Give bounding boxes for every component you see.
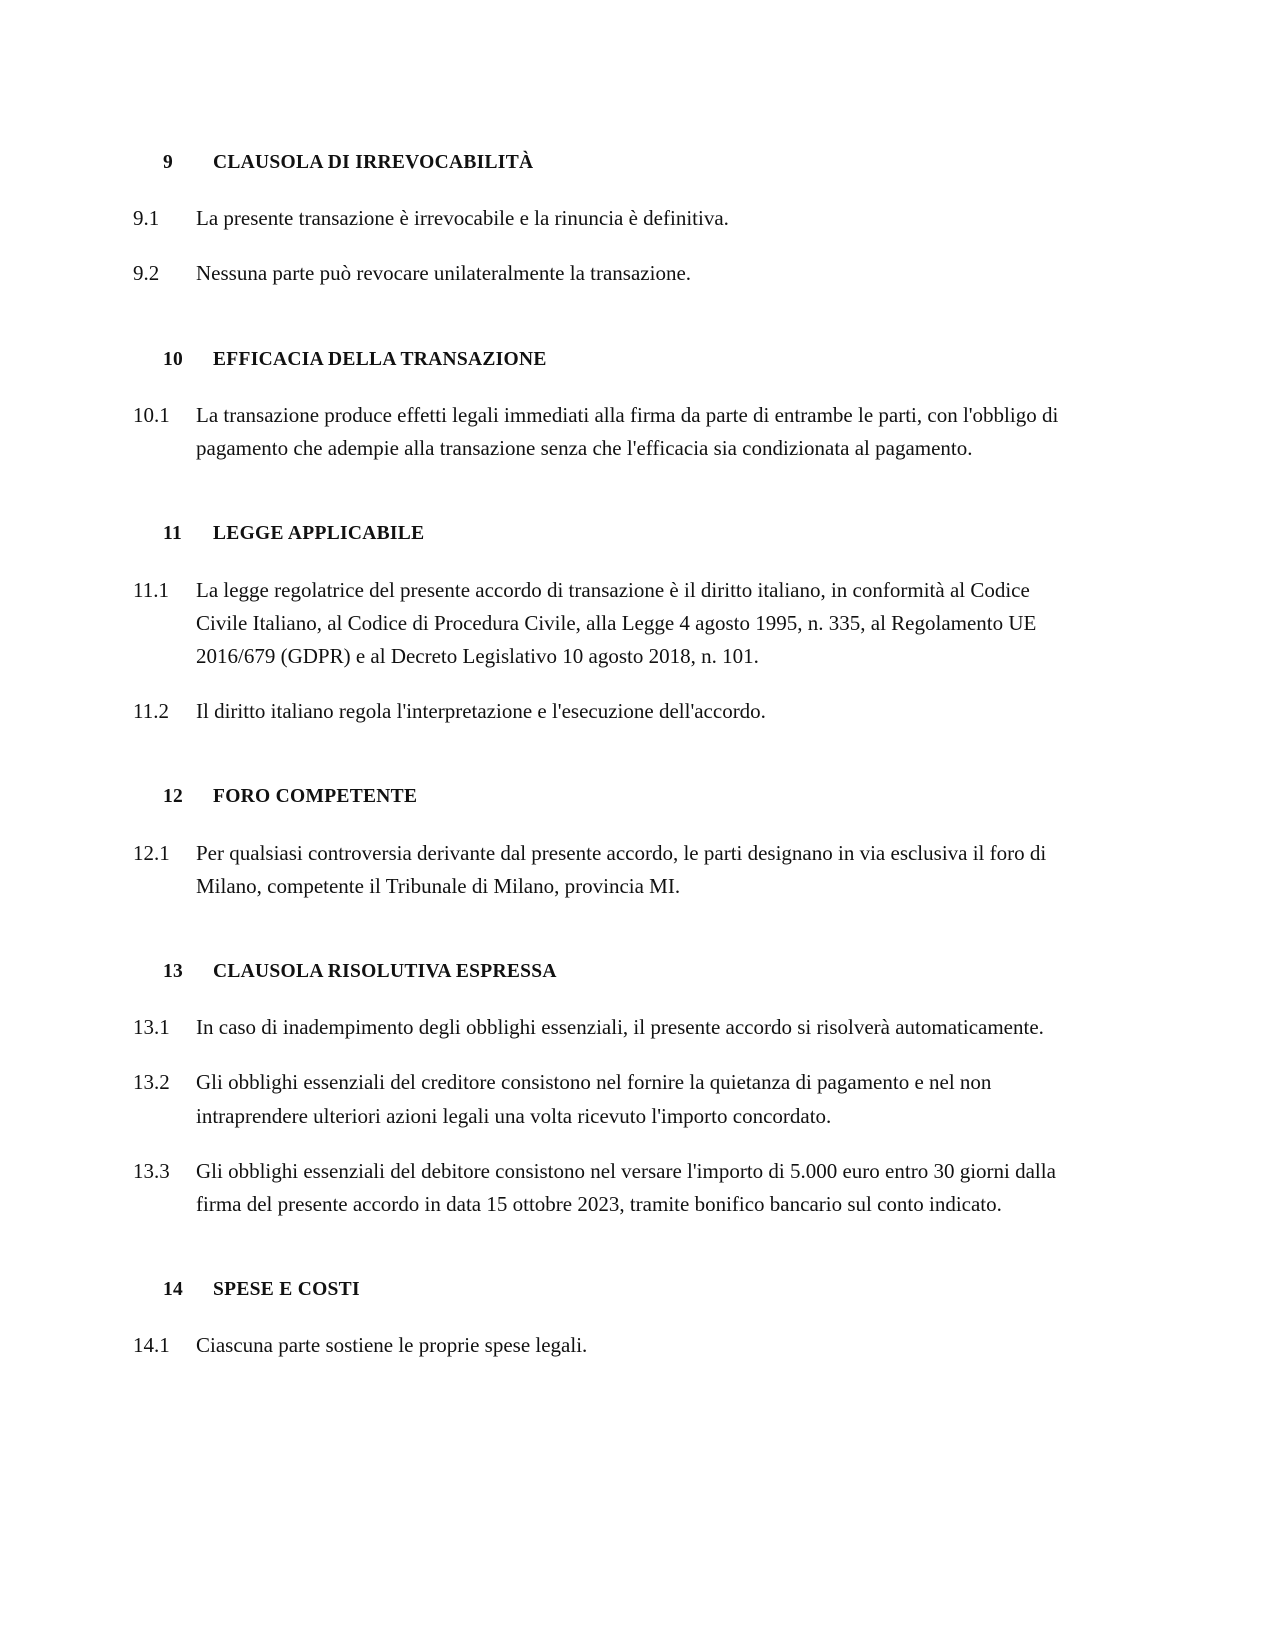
clause-text: Gli obblighi essenziali del creditore consistono nel fornire la quietanza di pagamento e nel non intraprendere ulteriori azioni legali una volta ricevuto l'importo concordato. — [196, 1070, 992, 1128]
clause — [133, 202, 1078, 235]
section-heading — [133, 150, 1078, 176]
clause-text: Ciascuna parte sostiene le proprie spese legali. — [196, 1333, 588, 1358]
section-heading — [133, 784, 1078, 810]
clause-text: Nessuna parte può revocare unilateralmente la transazione. — [196, 261, 692, 286]
section-heading — [133, 521, 1078, 547]
section-number: 12 — [163, 786, 184, 808]
clause-text: Per qualsiasi controversia derivante dal presente accordo, le parti designano in via esclusiva il foro di Milano, competente il Tribunale di Milano, provincia MI. — [196, 840, 1047, 898]
section-heading — [133, 347, 1078, 373]
section-number: 10 — [163, 348, 184, 370]
clause-number: 11.1 — [133, 577, 169, 602]
section-title: FORO COMPETENTE — [213, 786, 418, 808]
section-number: 13 — [163, 960, 184, 982]
clause — [133, 1329, 1078, 1362]
clause-number: 9.2 — [133, 261, 160, 286]
clause — [133, 837, 1078, 903]
clause — [133, 695, 1078, 728]
clause — [133, 1066, 1078, 1132]
clause-number: 9.1 — [133, 206, 160, 231]
clause-text: La presente transazione è irrevocabile e la rinuncia è definitiva. — [196, 206, 729, 231]
clause-number: 11.2 — [133, 699, 169, 724]
document-body — [133, 150, 1078, 1363]
clause — [133, 1011, 1078, 1044]
clause-number: 14.1 — [133, 1333, 170, 1358]
section-heading — [133, 1277, 1078, 1303]
document-section — [133, 959, 1078, 1221]
section-title: SPESE E COSTI — [213, 1279, 360, 1301]
clause — [133, 399, 1078, 465]
document-section — [133, 150, 1078, 291]
clause-text: Gli obblighi essenziali del debitore consistono nel versare l'importo di 5.000 euro entro 30 giorni dalla firma del presente accordo in data 15 ottobre 2023, tramite bonifico bancario sul conto indicato. — [196, 1158, 1056, 1216]
clause-number: 13.1 — [133, 1015, 170, 1040]
section-number: 9 — [163, 152, 174, 173]
clause — [133, 257, 1078, 290]
clause — [133, 1155, 1078, 1221]
document-section — [133, 784, 1078, 903]
section-number: 11 — [163, 523, 183, 545]
document-section — [133, 521, 1078, 728]
clause-text: La legge regolatrice del presente accordo di transazione è il diritto italiano, in conformità al Codice Civile Italiano, al Codice di Procedura Civile, alla Legge 4 agosto 1995, n. 335, al Regolamento UE 2016/679 (GDPR) e al Decreto Legislativo 10 agosto 2018, n. 101. — [196, 577, 1037, 668]
clause-text: In caso di inadempimento degli obblighi essenziali, il presente accordo si risolverà automaticamente. — [196, 1015, 1044, 1040]
section-title: EFFICACIA DELLA TRANSAZIONE — [213, 348, 547, 370]
clause-number: 10.1 — [133, 402, 170, 427]
clause — [133, 574, 1078, 674]
clause-number: 13.3 — [133, 1158, 170, 1183]
section-title: LEGGE APPLICABILE — [213, 523, 425, 545]
clause-text: Il diritto italiano regola l'interpretazione e l'esecuzione dell'accordo. — [196, 699, 766, 724]
section-title: CLAUSOLA DI IRREVOCABILITÀ — [213, 152, 534, 173]
section-heading — [133, 959, 1078, 985]
section-number: 14 — [163, 1279, 184, 1301]
document-section — [133, 1277, 1078, 1362]
document-section — [133, 347, 1078, 466]
clause-number: 13.2 — [133, 1070, 170, 1095]
clause-text: La transazione produce effetti legali immediati alla firma da parte di entrambe le parti, con l'obbligo di pagamento che adempie alla transazione senza che l'efficacia sia condizionata al pagamento. — [196, 402, 1059, 461]
section-title: CLAUSOLA RISOLUTIVA ESPRESSA — [213, 960, 557, 982]
clause-number: 12.1 — [133, 840, 170, 865]
